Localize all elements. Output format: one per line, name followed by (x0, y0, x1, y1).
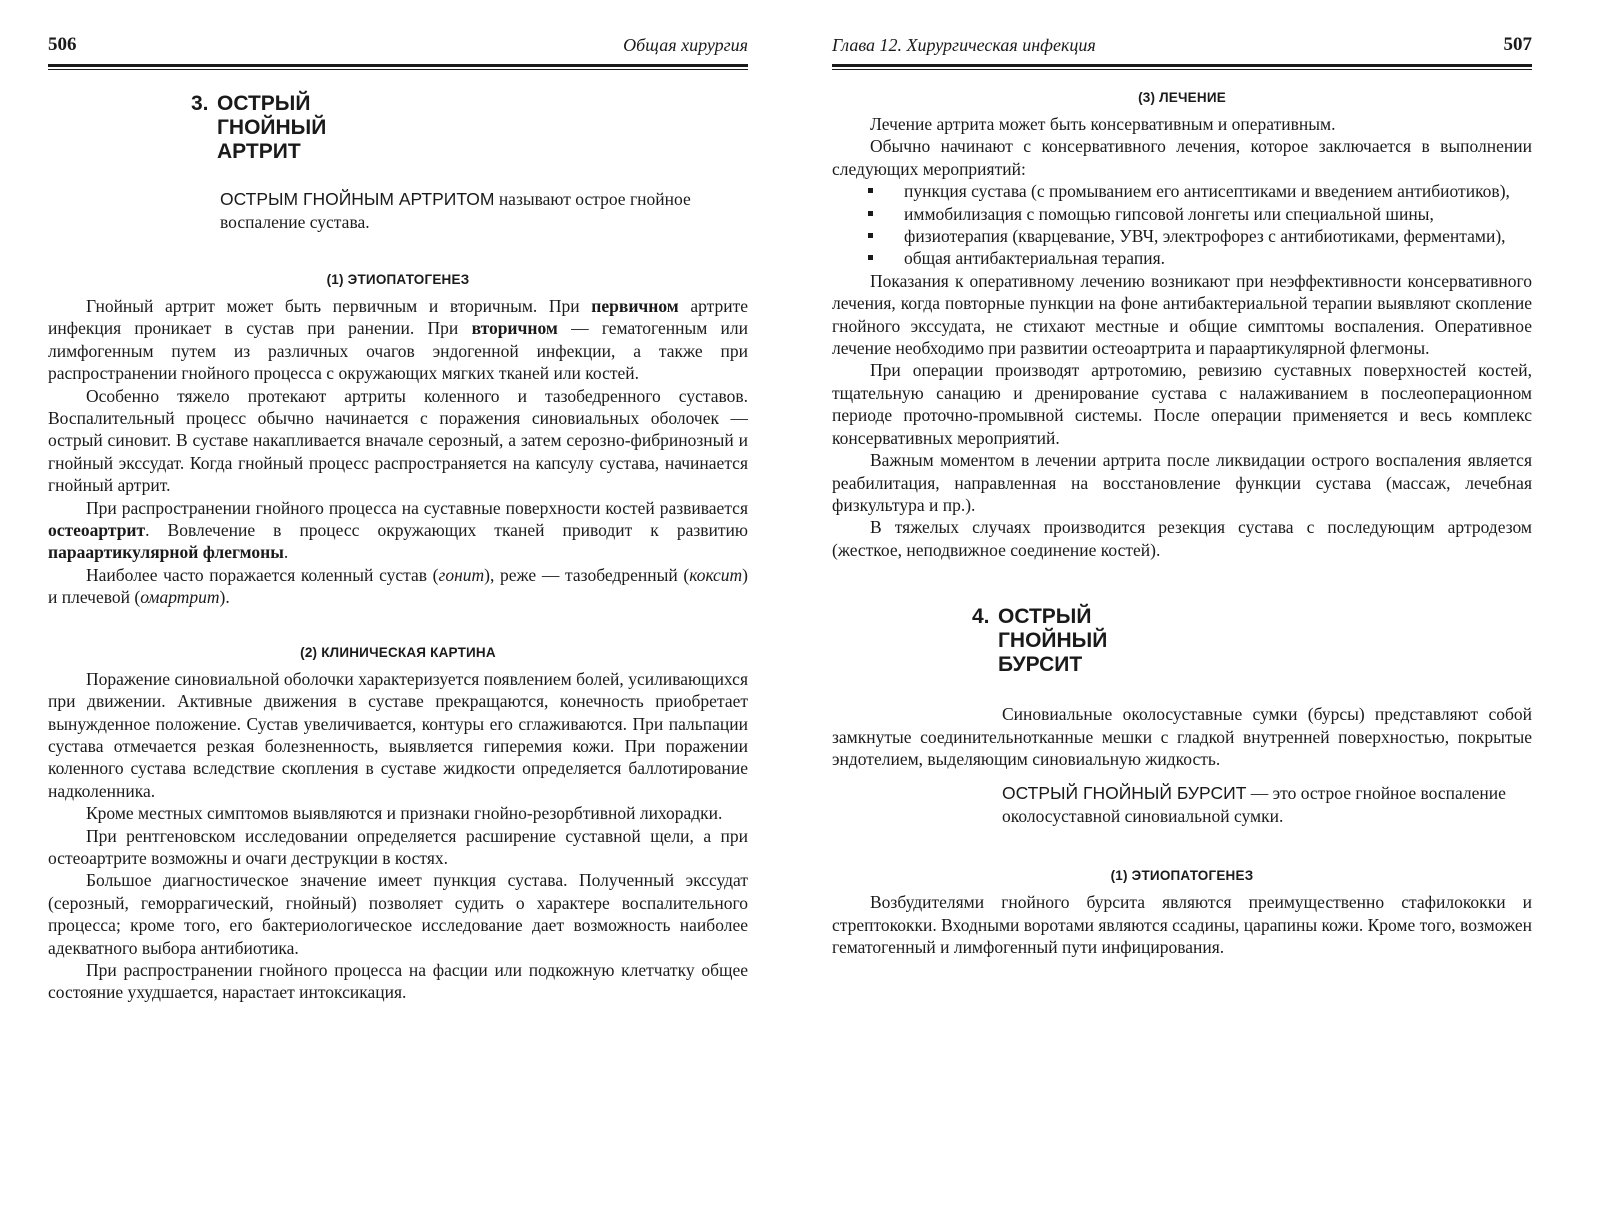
bold-term: остеоартрит (48, 520, 146, 541)
bold-term: параартикулярной флегмоны (48, 542, 284, 563)
text-block (48, 668, 748, 1004)
definition-text: называют острое гнойное воспаление сустава. (220, 189, 691, 232)
bold-term: первичном (591, 296, 679, 316)
text-block (832, 113, 1532, 561)
header-rule-thin (832, 69, 1532, 70)
paragraph: Возбудителями гнойного бурсита являются преимущественно стафилококки и стрептококки. Входными воротами являются ссадины, царапины кожи. Кроме того, возможен гематогенный и лимфогенный пути инфицирования. (832, 892, 1532, 958)
running-head (832, 28, 1532, 62)
paragraph: В тяжелых случаях производится резекция сустава с последующим артродезом (жесткое, неподвижное соединение костей). (832, 517, 1532, 560)
paragraph: Гнойный артрит может быть первичным и вторичным. При первичном артрите инфекция проникает в сустав при ранении. При вторичном — гематогенным или лимфогенным путем из различных очагов эндогенной инфекции, а также при распространении гнойного процесса с окружающих мягких тканей или костей. (48, 296, 748, 384)
left-page (48, 0, 748, 1004)
definition (1002, 782, 1532, 828)
list-item: общая антибактериальная терапия. (832, 247, 1532, 269)
page-number: 506 (48, 34, 77, 55)
paragraph: При операции производят артротомию, ревизию суставных поверхностей костей, тщательную санацию и дренирование сустава с налаживанием в послеоперационном периоде проточно-промывной системы. После операции применяется и весь комплекс консервативных мероприятий. (832, 360, 1532, 448)
text-block (832, 891, 1532, 958)
subsection-heading: (1) ЭТИОПАТОГЕНЕЗ (326, 272, 470, 287)
paragraph: Особенно тяжело протекают артриты коленного и тазобедренного суставов. Воспалительный процесс обычно начинается с поражения синовиальных оболочек — острый синовит. В суставе накапливается вначале серозный, а затем серозно-фибринозный и гнойный экссудат. Когда гнойный процесс распространяется на капсулу сустава, начинается гнойный артрит. (48, 385, 748, 496)
definition-text: — это острое гнойное воспаление околосуставной синовиальной сумки. (1002, 783, 1506, 827)
paragraph: При распространении гнойного процесса на суставные поверхности костей развивается остеоартрит. Вовлечение в процесс окружающих тканей приводит к развитию параартикулярной флегмоны. (48, 497, 748, 563)
section-heading (191, 92, 748, 164)
header-rule (832, 64, 1532, 67)
list-item: иммобилизация с помощью гипсовой лонгеты или специальной шины, (832, 203, 1532, 225)
subsection-heading: (3) ЛЕЧЕНИЕ (1138, 90, 1226, 105)
running-title: Общая хирургия (623, 35, 748, 55)
paragraph: Лечение артрита может быть консервативным и оперативным. (870, 114, 1336, 134)
paragraph: Большое диагностическое значение имеет пункция сустава. Полученный экссудат (серозный, геморрагический, гнойный) позволяет судить о характере воспалительного процесса; кроме того, его бактериологическое исследование дает возможность наиболее адекватного выбора антибиотика. (48, 870, 748, 958)
treatment-list (832, 180, 1532, 270)
running-head (48, 28, 748, 62)
paragraph: При рентгеновском исследовании определяется расширение суставной щели, а при остеоартрите возможны и очаги деструкции в костях. (48, 825, 748, 868)
header-rule-thin (48, 69, 748, 70)
section-title: ОСТРЫЙ ГНОЙНЫЙ БУРСИТ (998, 605, 1108, 677)
page-number: 507 (1503, 34, 1532, 55)
right-page (832, 0, 1532, 959)
list-item: физиотерапия (кварцевание, УВЧ, электрофорез с антибиотиками, ферментами), (832, 225, 1532, 247)
section-number: 3. (191, 92, 209, 115)
running-title: Глава 12. Хирургическая инфекция (832, 35, 1096, 55)
section-title: ОСТРЫЙ ГНОЙНЫЙ АРТРИТ (217, 92, 327, 163)
paragraph: Кроме местных симптомов выявляются и признаки гнойно-резорбтивной лихорадки. (86, 803, 723, 824)
text-block (48, 295, 748, 609)
paragraph: Наиболее часто поражается коленный сустав (гонит), реже — тазобедренный (коксит) и плечевой (омартрит). (48, 564, 748, 608)
italic-term: омартрит (140, 587, 220, 608)
paragraph: Обычно начинают с консервативного лечения, которое заключается в выполнении следующих мероприятий: (832, 136, 1532, 179)
italic-term: коксит (689, 564, 743, 585)
list-item: пункция сустава (с промыванием его антисептиками и введением антибиотиков), (832, 180, 1532, 202)
section-heading (972, 605, 1532, 677)
subsection-heading: (2) КЛИНИЧЕСКАЯ КАРТИНА (300, 644, 496, 660)
bold-term: вторичном (471, 318, 558, 339)
paragraph: Синовиальные околосуставные сумки (бурсы) представляют собой замкнутые соединительнотканные мешки с гладкой внутренней поверхностью, покрытые эндотелием, выделяющим синовиальную жидкость. (832, 704, 1532, 769)
paragraph: Важным моментом в лечении артрита после ликвидации острого воспаления является реабилитация, направленная на восстановление функции сустава (массаж, лечебная физкультура и пр.). (832, 450, 1532, 515)
paragraph: Поражение синовиальной оболочки характеризуется появлением болей, усиливающихся при движении. Активные движения в суставе прекращаются, конечность приобретает вынужденное положение. Сустав увеличивается, контуры его сглаживаются. При пальпации сустава отмечается резкая болезненность, выявляется гиперемия кожи. При поражении коленного сустава вследствие скопления в суставе жидкости определяется баллотирование надколенника. (48, 668, 748, 801)
definition-term: ОСТРЫМ ГНОЙНЫМ АРТРИТОМ (220, 189, 495, 209)
italic-term: гонит (438, 564, 485, 585)
header-rule (48, 64, 748, 67)
definition-term: ОСТРЫЙ ГНОЙНЫЙ БУРСИТ (1002, 783, 1247, 804)
subsection-heading: (1) ЭТИОПАТОГЕНЕЗ (1110, 868, 1254, 884)
definition (220, 188, 748, 234)
section-number: 4. (972, 605, 990, 629)
paragraph: Показания к оперативному лечению возникают при неэффективности консервативного лечения, когда повторные пункции на фоне антибактериальной терапии выявляют скопление гнойного экссудата, не стихают местные и общие симптомы воспаления. Оперативное лечение необходимо при развитии остеоартрита и параартикулярной флегмоны. (832, 270, 1532, 359)
paragraph: При распространении гнойного процесса на фасции или подкожную клетчатку общее состояние ухудшается, нарастает интоксикация. (48, 959, 748, 1003)
